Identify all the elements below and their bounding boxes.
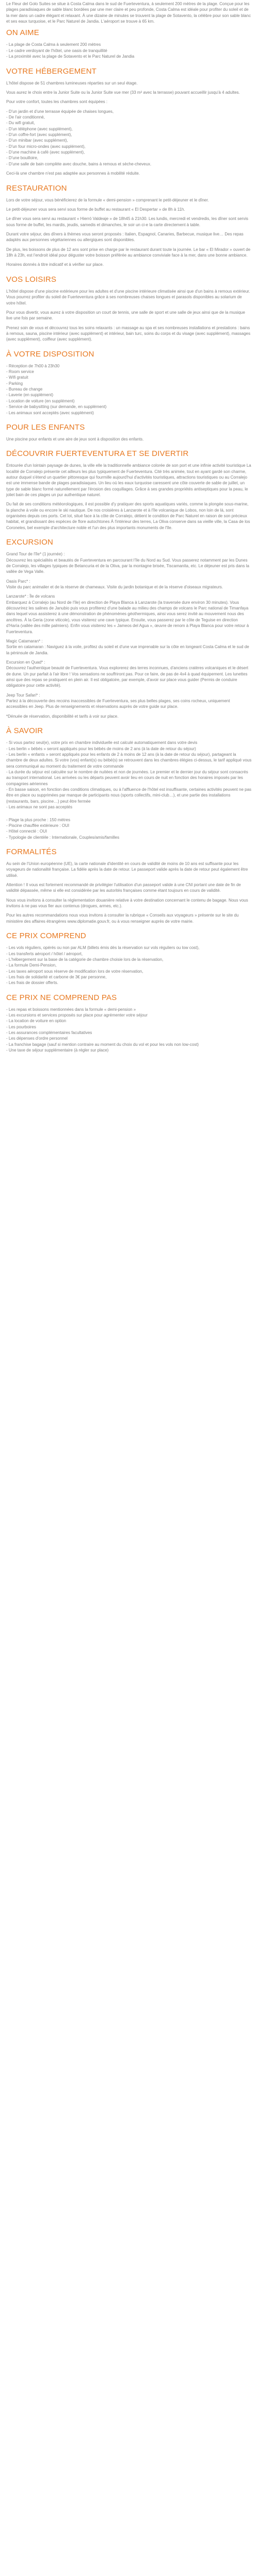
list-item: - La formule Demi-Pension,: [6, 962, 252, 968]
list-item: - En basse saison, en fonction des conditions climatiques, ou à l'affluence de l'hôtel est insuffisante, certaines activités peuvent ne pas être en place ou supprimées par manque de participants nous (sports collectifs, mini-club…), et une partie des installations (restaurants, bars, piscine…) peut être fermée: [6, 787, 252, 804]
list-item: - Laverie (en supplément): [6, 392, 252, 398]
bullet-list: [6, 1007, 252, 1054]
list-item: - Service de babysitting (sur demande, en supplément): [6, 404, 252, 410]
list-item: - Les vols réguliers, opérés ou non par ALM (billets émis dès la réservation sur vols réguliers ou low cost),: [6, 945, 252, 951]
list-item: - Location de voiture (en supplément): [6, 398, 252, 404]
list-item: - L'hébergement sur la base de la catégorie de chambre choisie lors de la réservation,: [6, 957, 252, 962]
list-item: - Les dépenses d'ordre personnel: [6, 1036, 252, 1041]
bullet-list: [6, 740, 252, 810]
section-paragraph: Pour les autres recommandations nous vous invitons à consulter la rubrique « Conseils aux voyageurs » présente sur le site du ministère des affaires étrangères www.diplomatie.gouv.fr, ou à vous renseigner auprès de votre mairie.: [6, 913, 239, 924]
list-item: - Une taxe de séjour supplémentaire (à régler sur place): [6, 1047, 252, 1053]
section-paragraph: Jeep Tour Safari* : Partez à la découverte des recoins inaccessibles de Fuerteventura, ses plus belles plages, ses coins rocheux, uniquement accessibles en Jeep. Plus de renseignements et réservations auprès de votre guide sur place.: [6, 692, 230, 709]
section-paragraph: Durant votre séjour, des dîners à thèmes vous seront proposés : Italien, Espagnol, Canaries, Barbecue, musique live… Des repas adaptés aux personnes végétariennes ou allergiques sont disponibles.: [6, 231, 244, 243]
section-paragraph: Une piscine pour enfants et une aire de jeux sont à disposition des enfants.: [6, 436, 144, 442]
list-item: - Les frais de solidarité et carbone de 3€ par personne,: [6, 974, 252, 980]
intro-paragraph: Le Fleur del Golo Suites se situe à Costa Calma dans le sud de Fuerteventura, à seulement 200 mètres de la plage. Conçue pour les plages paradisiaques de sable blanc bordées par une mer claire et peu profonde, Costa Calma est idéale pour profiter du soleil et de la mer dans un cadre élégant et relaxant. À une dizaine de minutes se trouvent la plage de Sotavento, la célèbre pour son sable blanc et ses eaux turquoise, et le Parc Naturel de Jandia. L'aéroport se trouve à 65 km.: [6, 2, 251, 24]
section-paragraph: Le dîner vous sera servi au restaurant « Hierró Valdeaje » de 18h45 à 21h30. Les lundis, mercredi et vendredis, les dîner sont servis sous forme de buffet, les mardis, jeudis, samedis et dimanches, le soir un ci-e la carte directement à table.: [6, 216, 249, 227]
bullet-list: [6, 945, 252, 986]
section-paragraph: Pour vous divertir, vous aurez à votre disposition un court de tennis, une salle de sport et une salle de jeux ainsi que de la musique live une fois par semaine.: [6, 310, 245, 321]
list-item: - Les berlin « enfants » seront appliqués pour les enfants de 2 à moins de 12 ans (à la date de retour du séjour), partageant la chambre de deux adultes. Si votre (vos) enfant(s) ou bébé(s) se retrouvent dans les chambres élégies ci-dessus, le tarif appliqué vous sera communiqué au moment du traitement de votre commande: [6, 752, 252, 769]
section-paragraph: Vous aurez le choix entre la Junior Suite ou la Junior Suite vue mer (33 m² avec la terrasse) pouvant accueillir jusqu'à 4 adultes.: [6, 90, 240, 95]
list-item: - La proximité avec la plage de Sotavento et le Parc Naturel de Jandia: [6, 54, 252, 59]
list-item: - Typologie de clientèle : Internationale, Couples/amis/familles: [6, 835, 252, 840]
list-item: - Les animaux ne sont pas acceptés: [6, 804, 252, 810]
section-paragraph: Oasis Parc* : Visite du parc animalier et de la réserve de chameaux. Visite du jardin botanique et de la réserve d'oiseaux migrateurs.: [6, 579, 223, 589]
list-item: - La durée du séjour est calculée sur le nombre de nuitées et non de journées. Le premier et le dernier jour du séjour sont consacrés au transport international. Les arrivées ou les départs peuvent avoir lieu en cours de nuit en fonction des horaires imposés par les compagnies aériennes: [6, 769, 252, 787]
list-item: - Wifi gratuit: [6, 375, 252, 380]
section-heading: À SAVOIR: [6, 726, 43, 736]
section-heading: EXCURSION: [6, 538, 53, 547]
list-item: - D'une machine à café (avec supplément),: [6, 149, 252, 155]
list-item: - Du wifi gratuit,: [6, 120, 252, 126]
section-paragraph: Horaires donnés à titre indicatif et à vérifier sur place.: [6, 262, 104, 267]
section-paragraph: Magic Catamaran* : Sortie en catamaran : Naviguez à la voile, profitez du soleil et d'une vue imprenable sur la côte en longeant Costa Calma et le sud de la péninsule de Jandia.: [6, 638, 249, 655]
list-item: - D'un jardin et d'une terrasse équipée de chaises longues,: [6, 109, 252, 114]
list-item: - De l'air conditionné,: [6, 114, 252, 120]
section-paragraph: Lors de votre séjour, vous bénéficierez de la formule « demi-pension » comprenant le petit-déjeuner et le dîner.: [6, 197, 209, 202]
section-heading: DÉCOUVRIR FUERTEVENTURA ET SE DIVERTIR: [6, 449, 189, 459]
section-paragraph: Ceci-là une chambre n'est pas adaptée aux personnes à mobilité réduite.: [6, 171, 140, 176]
list-item: - Les transferts aéroport / hôtel / aéroport,: [6, 951, 252, 957]
list-item: - La location de voiture en option: [6, 1018, 252, 1024]
list-item: - Les pourboires: [6, 1024, 252, 1030]
list-item: - Les berlin « bébés » seront appliqués pour les bébés de moins de 2 ans (à la date de retour du séjour): [6, 746, 252, 752]
bullet-list: [6, 817, 252, 840]
section-paragraph: Nous vous invitons à consulter la réglementation douanière relative à votre destination concernant le contenu de bagage. Nous vous invitons à ne pas vous fier aux contenus (drogues, armes, etc.).: [6, 897, 248, 909]
bullet-list: [6, 42, 252, 59]
section-paragraph: Grand Tour de l'île* (1 journée) : Découvrez les spécialités et beautés de Fuerteventura en parcourant l'île du Nord au Sud. Vous passerez notamment par les Dunes de Corralejo, les villages typiques de Betancuria et de la Oliva, par la montagne brisée, Tiscamanita, etc. Le déjeuner est pris dans la vallée de Vega Valle.: [6, 552, 249, 574]
section-paragraph: Prenez soin de vous et découvrez tous les soins relaxants : un massage au spa et ses nombreuses installations et prestations : bains à remous, sauna, piscine intérieur (avec supplément) et intérieur, bain turc, soins du corps et du visage (avec supplément), massages (avec supplément), coiffeur (avec supplément).: [6, 325, 251, 342]
list-item: - D'un téléphone (avec supplément),: [6, 126, 252, 132]
list-item: - Plage la plus proche : 150 mètres: [6, 817, 252, 823]
section-paragraph: *Dénuée de réservation, disponibilité et tarifs à voir sur place.: [6, 714, 119, 719]
bullet-list: [6, 363, 252, 416]
list-item: - Hôtel connecté : OUI: [6, 828, 252, 834]
list-item: - Les animaux sont acceptés (avec supplément): [6, 410, 252, 416]
list-item: - D'un four micro-ondes (avec supplément),: [6, 144, 252, 149]
section-heading: FORMALITÉS: [6, 847, 57, 856]
sections: [6, 28, 252, 1053]
section-heading: ON AIME: [6, 28, 39, 38]
list-item: - D'un coffre-fort (avec supplément),: [6, 132, 252, 138]
section-paragraph: Pour votre confort, toutes les chambres sont équipées :: [6, 99, 108, 105]
section-paragraph: Entourée d'un lointain paysage de dunes, la ville elle la traditionnelle ambiance colorée de son port et une infinie activité touristique La localité de Corralejo présente cet ailleurs les plus typiquement de Fuerteventura. Cité très animée, tout en ayant gardé son charme, autour duquel s'étend un quartier pittoresque qui fourmille aujourd'hui d'activités touristiques, attractions touristiques ou au Corralejo est une immense bande de plages paradisiaques. Un lieu où les eaux turquoise caressent une côte couverte de sable de juillet, un type de sable blanc formé naturellement par l'érosion des coquillages. Grâce à ses grandes propriétés antiseptiques pour la peau, le joliet bain de ces plages un pur authentique naturel.: [6, 463, 251, 498]
list-item: - Réception de 7h00 à 23h30: [6, 363, 252, 369]
list-item: - Room service: [6, 369, 252, 375]
list-item: - Piscine chauffée extérieure : OUI: [6, 823, 252, 828]
list-item: - La franchise bagage (sauf si mention contraire au moment du choix du vol et pour les vols non low-cost): [6, 1042, 252, 1047]
list-item: - Bureau de change: [6, 386, 252, 392]
section-heading: CE PRIX COMPREND: [6, 931, 86, 941]
list-item: - Les taxes aéroport sous réserve de modification lors de votre réservation,: [6, 969, 252, 974]
section-heading: VOTRE HÉBERGEMENT: [6, 66, 97, 76]
list-item: - Les repas et boissons mentionnées dans la formule « demi-pension »: [6, 1007, 252, 1012]
list-item: - Les assurances complémentaires facultatives: [6, 1030, 252, 1036]
section-paragraph: De plus, les boissons de plus de 12 ans sont prise en charge par le restaurant durant toute la journée. Le bar « El Mirador » ouvert de 18h à 23h, est l'endroit idéal pour déguster votre boisson préférée au ambiance conviviale face à la mer, dans une bonne ambiance.: [6, 247, 251, 258]
section-heading: POUR LES ENFANTS: [6, 422, 85, 432]
section-paragraph: Le petit-déjeuner vous sera servi sous forme de buffet au restaurant « El Despertar » de 8h à 11h.: [6, 207, 185, 212]
section-paragraph: L'hôtel dispose de 51 chambres lumineuses réparties sur un seul étage.: [6, 80, 138, 86]
list-item: - D'un minibar (avec supplément),: [6, 138, 252, 143]
list-item: - La plage de Costa Calma à seulement 200 mètres: [6, 42, 252, 47]
list-item: - Les frais de dossier offerts.: [6, 980, 252, 986]
section-paragraph: Attention ! Il vous est fortement recommandé de privilégier l'utilisation d'un passeport valide à une CNI portant une date de fin de validité dépassée, même si elle est considérée par les autorités françaises comme étant toujours en cours de validité.: [6, 883, 241, 893]
section-paragraph: Excursion en Quad* : Découvrez l'authentique beauté de Fuerteventura. Vous explorerez des terres inconnues, d'anciens cratères volcaniques et le désert de dune. Un pur parfait à l'air libre ! Vos sensations ne souffriront pas. Pour ce faire, de pas de 4x4 à quad équipement. Les lunettes ainsi que des repas se pratiquent en plein air. Il est obligatoire, par exemple, d'avoir sur place vous guider (Permis de conduire obligatoire pour cette activité).: [6, 659, 249, 688]
section-paragraph: Du fait de ses conditions météorologiques, il est possible d'y pratiquer des sports aquatiques variés, comme la plongée sous-marine, la planche à voile ou encore le ski nautique. De nos croisières à Lanzarote et à l'île volcanique de Lobos, non loin de là, sont organisées depuis ces ports. Cet lot, situé face à la côte de Corralejo, détient le condition de Parc Naturel en raison de son précieux habitat, et grandissant des espèces de flore autochtones À l'intérieur des terres, La Oliva conserve dans sa vieille ville, la Casa de los Coroneles, bel exemple d'architecture noble et l'un des plus importants monuments de l'île.: [6, 502, 250, 530]
section-paragraph: L'hôtel dispose d'une piscine extérieure pour les adultes et d'une piscine intérieure climatisée ainsi que d'un bains à remous extérieur. Vous pourrez profiter du soleil de Fuerteventura grâce à ses nombreuses chaises longues et parasols disponibles au solarium de votre hôtel.: [6, 289, 250, 306]
list-item: - D'une salle de bain complète avec douche, bains à remous et sèche-cheveux.: [6, 161, 252, 167]
list-item: - Le cadre verdoyant de l'hôtel, une oasis de tranquillité: [6, 48, 252, 54]
section-heading: VOS LOISIRS: [6, 275, 57, 284]
list-item: - Parking: [6, 381, 252, 386]
section-heading: RESTAURATION: [6, 183, 67, 193]
section-heading: CE PRIX NE COMPREND PAS: [6, 993, 117, 1002]
section-paragraph: Au sein de l'Union européenne (UE), la carte nationale d'identité en cours de validité de moins de 10 ans est suffisante pour les voyageurs de nationalité française. La fidèle après la date de retour. Le passeport valide après la date de retour peut également être utilisé.: [6, 861, 248, 878]
page: [0, 0, 258, 1054]
list-item: - Les excursions et services proposés sur place pour agrémenter votre séjour: [6, 1012, 252, 1018]
section-paragraph: Lanzarote* : Île de volcans Embarquez à Corralejo (au Nord de l'île) en direction de Playa Blanca à Lanzarote (la traversée dure environ 30 minutes). Vous découvrirez les salines de Janubio puis vous profiterez d'une balade au milieu des champs de volcans le Parc national de Timanfaya dans lequel vous assisterez à une démonstration de phénomènes géothermiques, ainsi vous serez invité au mouvement nous des ancêtres. À la Geria (zone viticole), vous visiterez une cave typique. Ensuite, vous passerez par le côte de Teguise en direction d'Haría (vallée des mille palmiers). Enfin vous visiterez les « Jameos del Agua », œuvre de renom à Playa Blanca pour votre retour à Fuerteventura.: [6, 594, 249, 634]
bullet-list: [6, 109, 252, 167]
list-item: - D'une bouilloire,: [6, 155, 252, 161]
section-heading: À VOTRE DISPOSITION: [6, 349, 94, 359]
list-item: - Si vous partez seul(e), votre prix en chambre individuelle est calculé automatiquement dans votre devis: [6, 740, 252, 745]
